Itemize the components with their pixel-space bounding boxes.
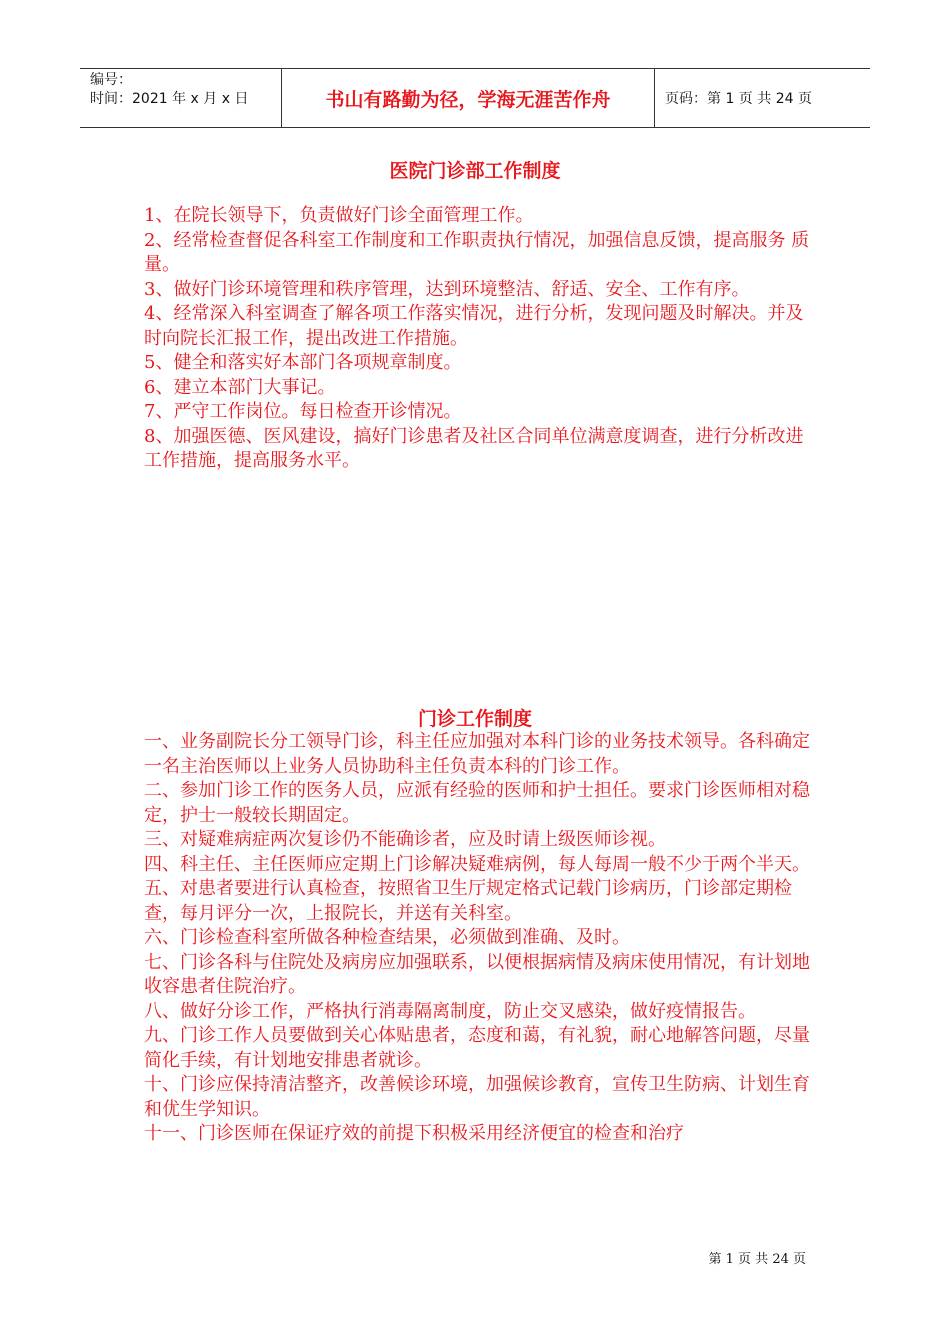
- section-title-outpatient-work: 门诊工作制度: [417, 708, 532, 730]
- rule-item: 八、做好分诊工作，严格执行消毒隔离制度，防止交叉感染，做好疫情报告。: [144, 1000, 756, 1022]
- rule-item: 五、对患者要进行认真检查，按照省卫生厅规定格式记载门诊病历，门诊部定期检查，每月评分一次，上报院长，并送有关科室。: [144, 878, 792, 924]
- rule-item: 一、业务副院长分工领导门诊，科主任应加强对本科门诊的业务技术领导。各科确定一名主治医师以上业务人员协助科主任负责本科的门诊工作。: [144, 731, 810, 777]
- rule-item: 8、加强医德、医风建设，搞好门诊患者及社区合同单位满意度调查，进行分析改进工作措施，提高服务水平。: [144, 425, 804, 471]
- rule-item: 十、门诊应保持清洁整齐，改善候诊环境，加强候诊教育，宣传卫生防病、计划生育和优生学知识。: [144, 1074, 810, 1120]
- document-number: 编号：: [90, 72, 132, 88]
- rule-item: 四、科主任、主任医师应定期上门诊解决疑难病例，每人每周一般不少于两个半天。: [144, 853, 810, 875]
- rule-item: 3、做好门诊环境管理和秩序管理，达到环境整洁、舒适、安全、工作有序。: [144, 278, 750, 300]
- section-body-outpatient-work: [144, 730, 810, 1147]
- rule-item: 1、在院长领导下，负责做好门诊全面管理工作。: [144, 205, 534, 226]
- rule-item: 二、参加门诊工作的医务人员，应派有经验的医师和护士担任。要求门诊医师相对稳定，护士一般较长期固定。: [144, 780, 810, 826]
- rule-item: 十一、门诊医师在保证疗效的前提下积极采用经济便宜的检查和治疗: [144, 1123, 684, 1144]
- rule-item: 5、健全和落实好本部门各项规章制度。: [144, 352, 462, 373]
- rule-item: 7、严守工作岗位。每日检查开诊情况。: [144, 401, 462, 422]
- section-title-outpatient-department: 医院门诊部工作制度: [389, 160, 561, 182]
- rule-item: 六、门诊检查科室所做各种检查结果，必须做到准确、及时。: [144, 927, 630, 948]
- header-meta: [80, 69, 282, 127]
- page-footer: 第 1 页 共 24 页: [708, 1252, 806, 1267]
- page-header: [80, 68, 870, 128]
- rule-item: 4、经常深入科室调查了解各项工作落实情况，进行分析，发现问题及时解决。并及时向院长汇报工作，提出改进工作措施。: [144, 303, 804, 349]
- rule-item: 九、门诊工作人员要做到关心体贴患者，态度和蔼，有礼貌，耐心地解答问题，尽量简化手续，有计划地安排患者就诊。: [144, 1025, 810, 1071]
- rule-item: 6、建立本部门大事记。: [144, 376, 336, 398]
- header-motto: 书山有路勤为径，学海无涯苦作舟: [282, 69, 655, 127]
- rule-item: 三、对疑难病症两次复诊仍不能确诊者，应及时请上级医师诊视。: [144, 829, 666, 850]
- section-body-outpatient-department: [144, 204, 810, 474]
- rule-item: 2、经常检查督促各科室工作制度和工作职责执行情况，加强信息反馈，提高服务 质量。: [144, 229, 810, 275]
- header-page-number: 页码：第 1 页 共 24 页: [665, 91, 812, 107]
- rule-item: 七、门诊各科与住院处及病房应加强联系，以便根据病情及病床使用情况，有计划地收容患者住院治疗。: [144, 951, 810, 997]
- document-time: 时间：2021 年 x 月 x 日: [90, 91, 249, 107]
